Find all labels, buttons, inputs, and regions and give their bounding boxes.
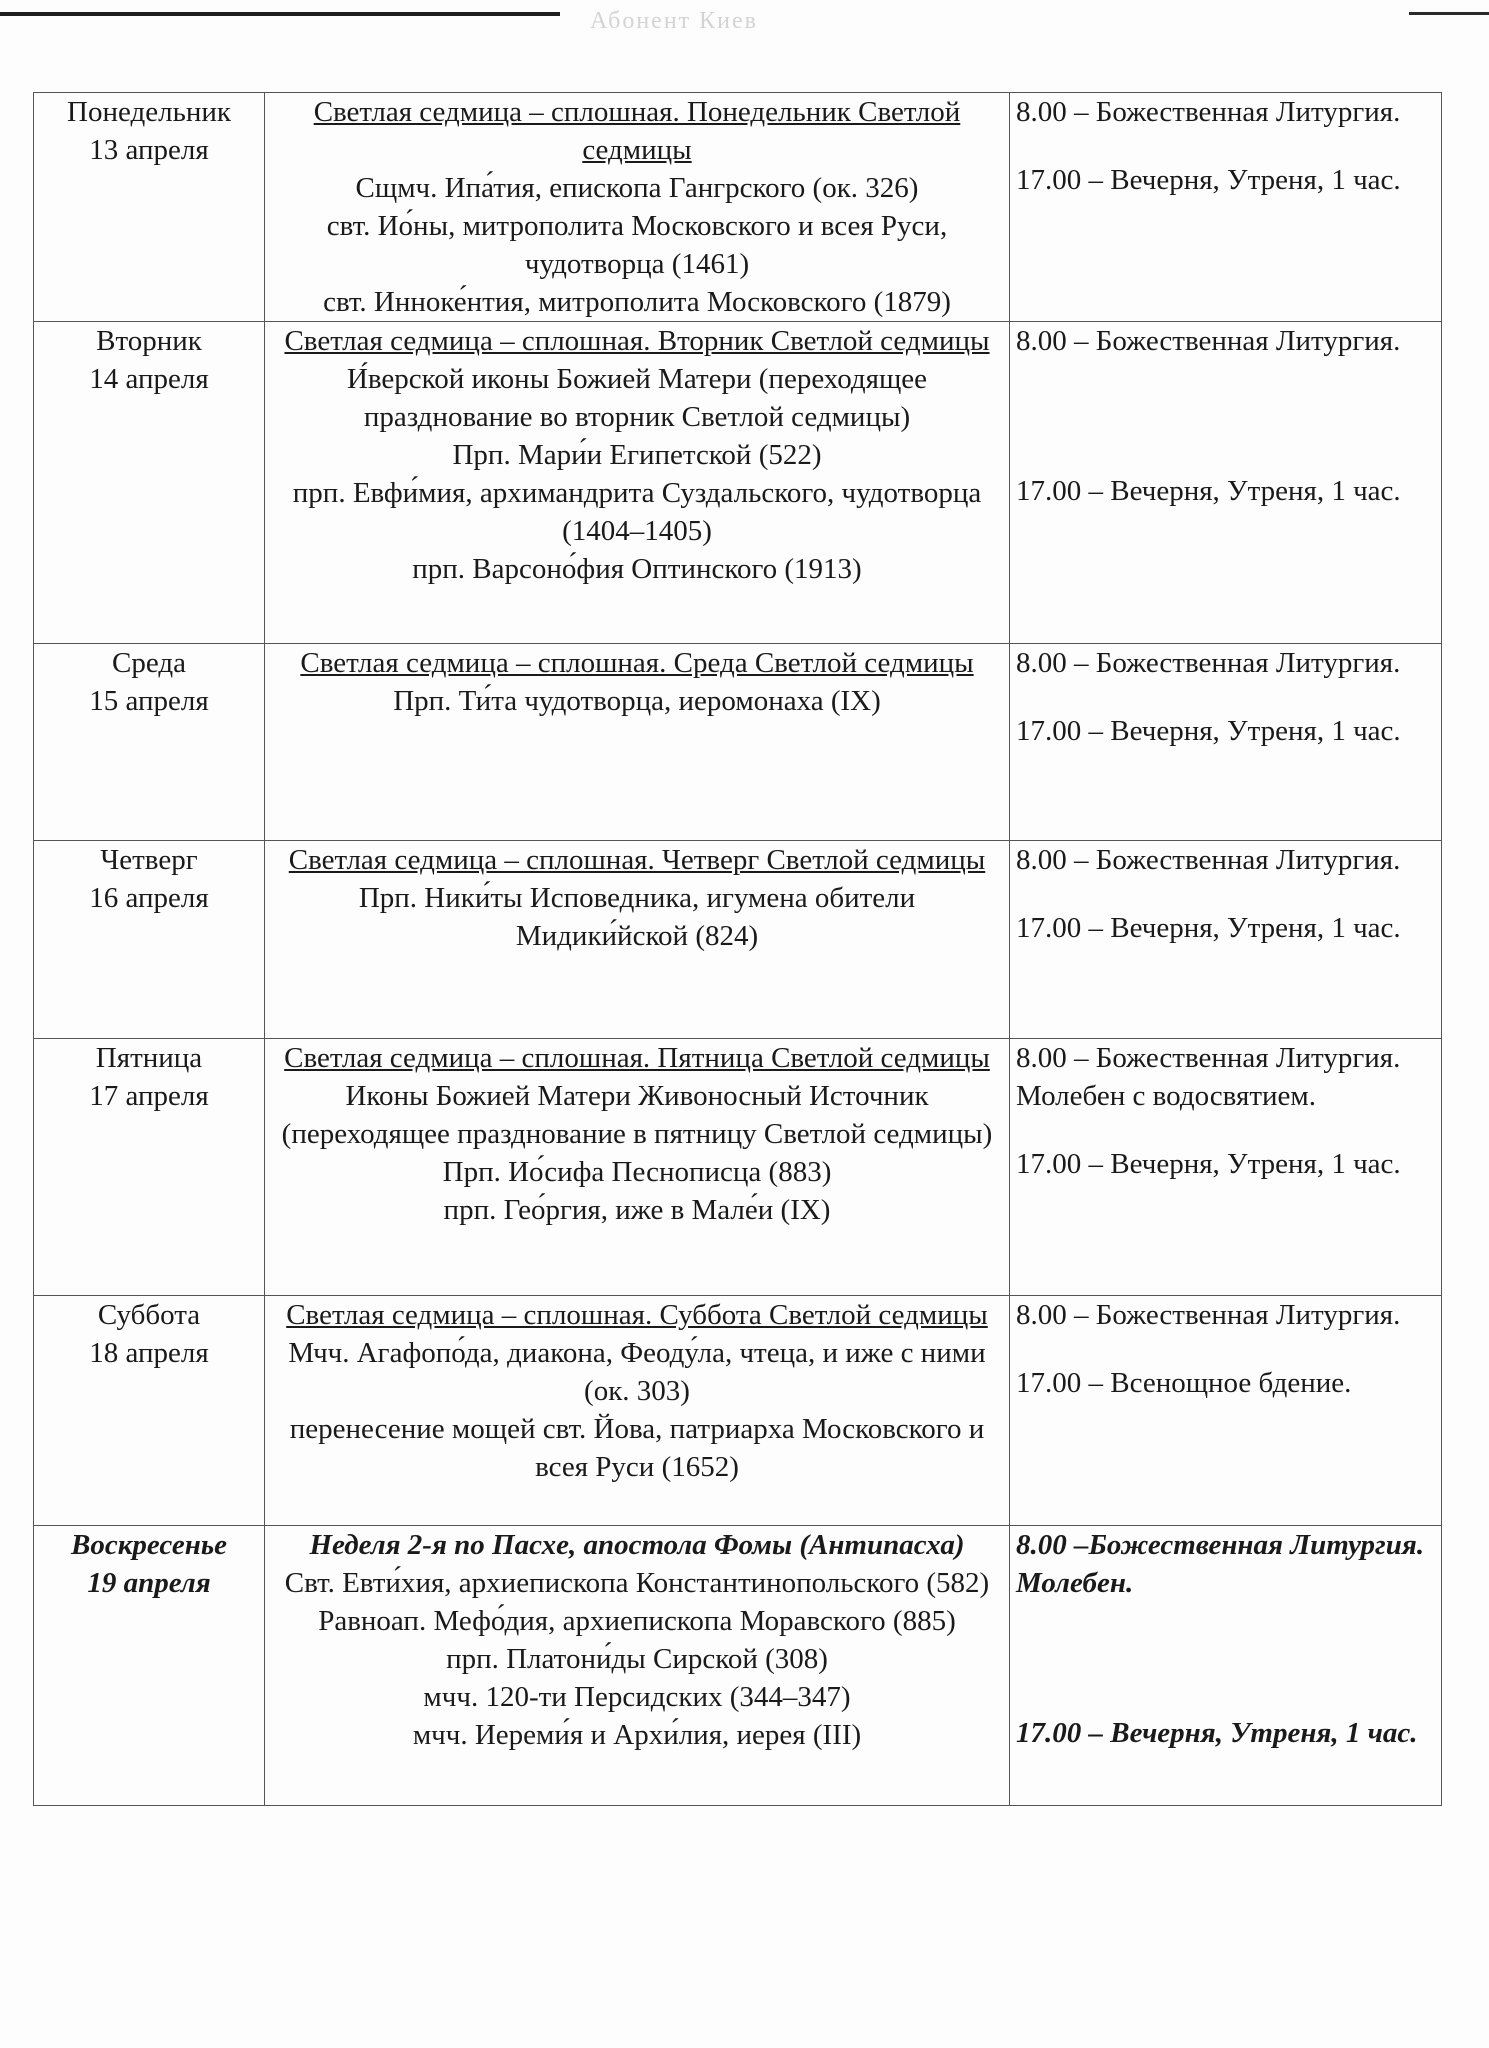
day-date: 13 апреля (89, 134, 209, 166)
service-morning: 8.00 – Божественная Литургия. (1016, 325, 1401, 357)
saint-entry: прп. Варсоно́фия Оптинского (1913) (412, 553, 862, 585)
feast-cell (265, 841, 1010, 1039)
saint-entry: Сщмч. Ипа́тия, епископа Гангрского (ок. 326) (355, 172, 919, 204)
service-evening: 17.00 – Вечерня, Утреня, 1 час. (1016, 475, 1401, 507)
saint-entry: Прп. Мари́и Египетской (522) (452, 439, 822, 471)
scan-edge-top-left (0, 12, 560, 16)
day-cell (34, 1296, 265, 1526)
services-cell (1010, 93, 1442, 322)
saint-entry: Свт. Евти́хия, архиепископа Константинопольского (582) (284, 1567, 990, 1599)
feast-cell (265, 644, 1010, 841)
saint-entry: Прп. Ти́та чудотворца, иеромонаха (IX) (393, 685, 881, 717)
feast-cell (265, 322, 1010, 644)
saint-entry: Мчч. Агафопо́да, диакона, Феоду́ла, чтеца, и иже с ними (ок. 303) (288, 1337, 986, 1407)
feast-cell (265, 1296, 1010, 1526)
saint-entry: Прп. Ники́ты Исповедника, игумена обители Мидики́йской (824) (358, 882, 916, 952)
day-cell (34, 93, 265, 322)
table-row (34, 93, 1442, 322)
services-cell (1010, 1039, 1442, 1296)
feast-title: Светлая седмица – сплошная. Понедельник Светлой седмицы (313, 96, 961, 166)
saint-entry: Прп. Ио́сифа Песнописца (883) (442, 1156, 832, 1188)
service-evening: 17.00 – Вечерня, Утреня, 1 час. (1016, 912, 1401, 944)
day-date: 18 апреля (89, 1337, 209, 1369)
feast-title: Неделя 2-я по Пасхе, апостола Фомы (Антипасха) (309, 1529, 965, 1561)
feast-title: Светлая седмица – сплошная. Среда Светлой седмицы (300, 647, 974, 679)
services-cell (1010, 1526, 1442, 1806)
feast-cell (265, 1526, 1010, 1806)
feast-title: Светлая седмица – сплошная. Суббота Светлой седмицы (286, 1299, 988, 1331)
day-date: 19 апреля (87, 1567, 211, 1599)
day-cell (34, 644, 265, 841)
service-morning: 8.00 – Божественная Литургия. (1016, 1299, 1401, 1331)
service-evening: 17.00 – Вечерня, Утреня, 1 час. (1016, 164, 1401, 196)
saint-entry: мчч. Иереми́я и Архи́лия, иерея (III) (412, 1719, 862, 1751)
feast-cell (265, 1039, 1010, 1296)
service-morning: 8.00 – Божественная Литургия. (1016, 96, 1401, 128)
service-morning: 8.00 – Божественная Литургия. (1016, 647, 1401, 679)
day-name: Вторник (96, 325, 202, 357)
saint-entry: перенесение мощей свт. Йова, патриарха Московского и всея Руси (1652) (289, 1413, 985, 1483)
saint-entry: прп. Евфи́мия, архимандрита Суздальского, чудотворца (1404–1405) (292, 477, 982, 547)
day-name: Понедельник (67, 96, 231, 128)
feast-title: Светлая седмица – сплошная. Пятница Светлой седмицы (284, 1042, 990, 1074)
service-evening: 17.00 – Вечерня, Утреня, 1 час. (1016, 1148, 1401, 1180)
saint-entry: свт. Иннoке́нтия, митрополита Московского (1879) (323, 286, 951, 318)
day-cell (34, 322, 265, 644)
service-evening: 17.00 – Вечерня, Утреня, 1 час. (1016, 1717, 1418, 1749)
faint-header-text: Абонент Киев (590, 8, 758, 34)
service-morning: 8.00 – Божественная Литургия. Молебен с водосвятием. (1016, 1042, 1401, 1112)
schedule-table (33, 92, 1442, 1806)
day-name: Четверг (100, 844, 198, 876)
scan-edge-top-right (1409, 12, 1489, 15)
services-cell (1010, 644, 1442, 841)
day-date: 17 апреля (89, 1080, 209, 1112)
saint-entry: прп. Платони́ды Сирской (308) (446, 1643, 828, 1675)
saint-entry: мчч. 120-ти Персидских (344–347) (423, 1681, 851, 1713)
feast-title: Светлая седмица – сплошная. Вторник Светлой седмицы (284, 325, 990, 357)
day-name: Суббота (97, 1299, 201, 1331)
table-row (34, 322, 1442, 644)
services-cell (1010, 841, 1442, 1039)
day-date: 14 апреля (89, 363, 209, 395)
day-name: Пятница (95, 1042, 203, 1074)
saint-entry: прп. Гео́ргия, иже в Мале́и (IX) (443, 1194, 831, 1226)
day-date: 15 апреля (89, 685, 209, 717)
services-cell (1010, 322, 1442, 644)
feast-cell (265, 93, 1010, 322)
services-cell (1010, 1296, 1442, 1526)
day-date: 16 апреля (89, 882, 209, 914)
table-row (34, 1526, 1442, 1806)
saint-entry: Иконы Божией Матери Живоносный Источник (переходящее празднование в пятницу Светлой седмицы) (281, 1080, 993, 1150)
day-cell (34, 1039, 265, 1296)
table-row (34, 1296, 1442, 1526)
table-row (34, 644, 1442, 841)
day-cell (34, 1526, 265, 1806)
service-morning: 8.00 –Божественная Литургия. Молебен. (1016, 1529, 1425, 1599)
table-row (34, 1039, 1442, 1296)
day-cell (34, 841, 265, 1039)
saint-entry: свт. Ио́ны, митрополита Московского и всея Руси, чудотворца (1461) (326, 210, 948, 280)
saint-entry: Равноап. Мефо́дия, архиепископа Моравского (885) (318, 1605, 956, 1637)
feast-title: Светлая седмица – сплошная. Четверг Светлой седмицы (288, 844, 986, 876)
service-evening: 17.00 – Вечерня, Утреня, 1 час. (1016, 715, 1401, 747)
table-row (34, 841, 1442, 1039)
day-name: Среда (112, 647, 186, 679)
day-name: Воскресенье (71, 1529, 227, 1561)
saint-entry: И́верской иконы Божией Матери (переходящее празднование во вторник Светлой седмицы) (346, 363, 928, 433)
service-morning: 8.00 – Божественная Литургия. (1016, 844, 1401, 876)
service-evening: 17.00 – Всенощное бдение. (1016, 1367, 1352, 1399)
